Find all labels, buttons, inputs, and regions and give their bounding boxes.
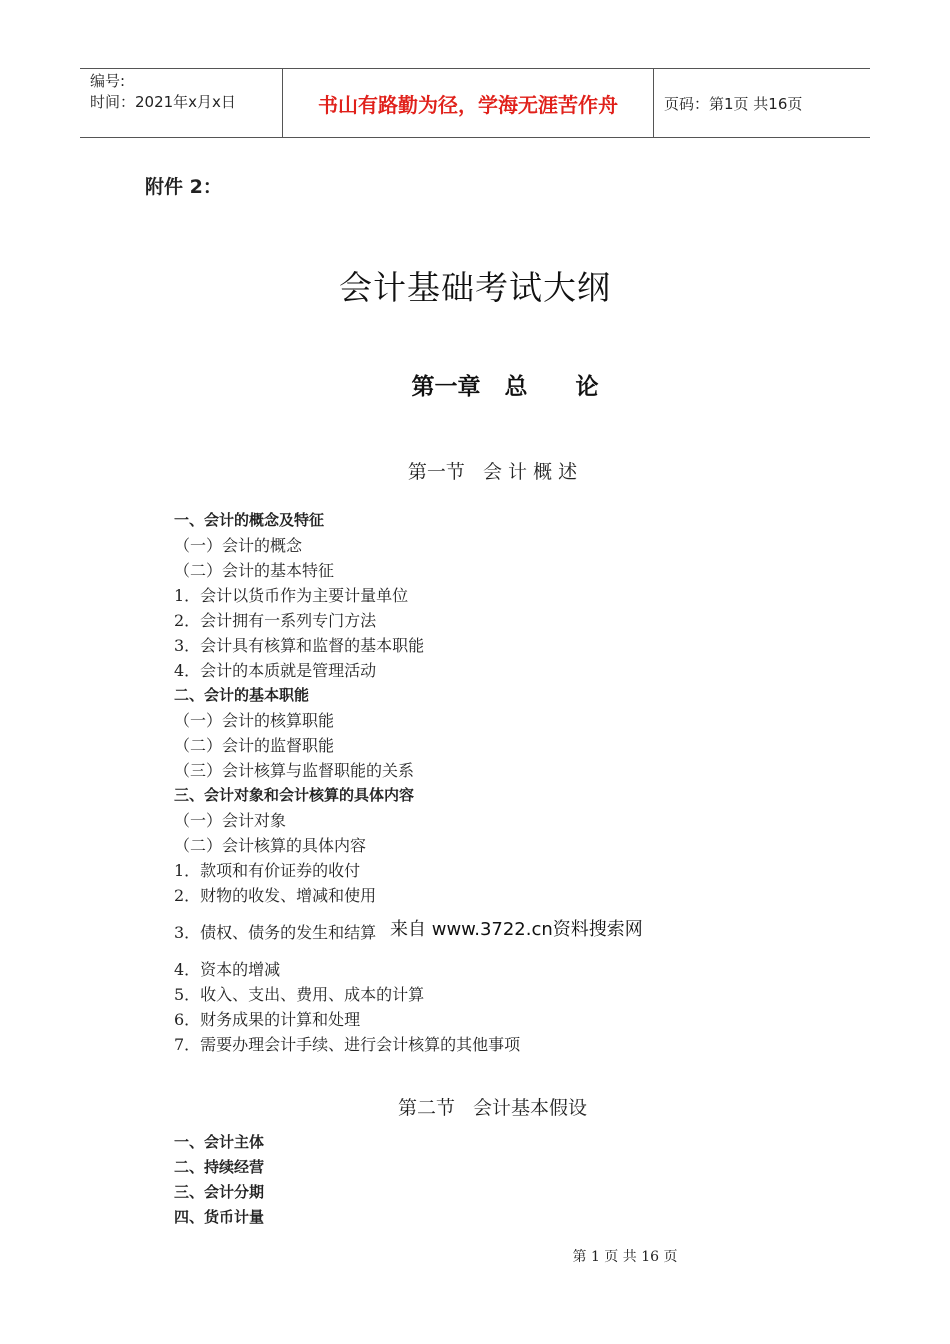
outline-heading: 一、会计的概念及特征	[174, 511, 325, 529]
page-header	[80, 68, 870, 138]
outline-item: （一）会计对象	[174, 811, 287, 830]
outline-item: （二）会计的基本特征	[174, 561, 335, 580]
outline-item: 5．收入、支出、费用、成本的计算	[174, 985, 425, 1004]
section-1-outline	[174, 508, 520, 1057]
outline-item: 3．会计具有核算和监督的基本职能	[174, 636, 425, 655]
number-label: 编号:	[90, 72, 126, 90]
outline-item: 4．会计的本质就是管理活动	[174, 661, 377, 680]
outline-item: 6．财务成果的计算和处理	[174, 1010, 361, 1029]
outline-heading: 一、会计主体	[174, 1133, 265, 1151]
page-footer: 第 1 页 共 16 页	[572, 1249, 678, 1265]
outline-item: 4．资本的增减	[174, 960, 281, 979]
outline-item: 2．财物的收发、增减和使用	[174, 886, 377, 905]
outline-item: （二）会计的监督职能	[174, 736, 335, 755]
outline-item: 7．需要办理会计手续、进行会计核算的其他事项	[174, 1035, 521, 1054]
section-1-title: 第一节 会 计 概 述	[407, 461, 578, 483]
outline-item: （三）会计核算与监督职能的关系	[174, 761, 415, 780]
outline-item: （一）会计的概念	[174, 536, 303, 555]
header-motto: 书山有路勤为径，学海无涯苦作舟	[282, 69, 654, 137]
outline-item: 1．会计以货币作为主要计量单位	[174, 586, 409, 605]
outline-heading: 三、会计对象和会计核算的具体内容	[174, 786, 415, 804]
attachment-label: 附件 2：	[145, 176, 222, 198]
document-title: 会计基础考试大纲	[339, 268, 611, 307]
outline-item: 3．债权、债务的发生和结算	[174, 923, 377, 942]
section-2-title: 第二节 会计基本假设	[397, 1097, 588, 1119]
outline-item: （一）会计的核算职能	[174, 711, 335, 730]
time-label: 时间：2021年x月x日	[90, 93, 236, 111]
outline-heading: 四、货币计量	[174, 1208, 265, 1226]
outline-item: （二）会计核算的具体内容	[174, 836, 367, 855]
outline-heading: 二、会计的基本职能	[174, 686, 310, 704]
watermark-text: 来自 www.3722.cn资料搜索网	[390, 919, 643, 940]
outline-heading: 二、持续经营	[174, 1158, 265, 1176]
outline-item: 2．会计拥有一系列专门方法	[174, 611, 377, 630]
section-2-outline	[174, 1130, 264, 1230]
chapter-title: 第一章 总 论	[411, 374, 599, 400]
outline-item: 1．款项和有价证券的收付	[174, 861, 361, 880]
outline-heading: 三、会计分期	[174, 1183, 265, 1201]
header-page-info: 页码：第1页 共16页	[664, 94, 803, 113]
header-meta	[80, 69, 282, 137]
